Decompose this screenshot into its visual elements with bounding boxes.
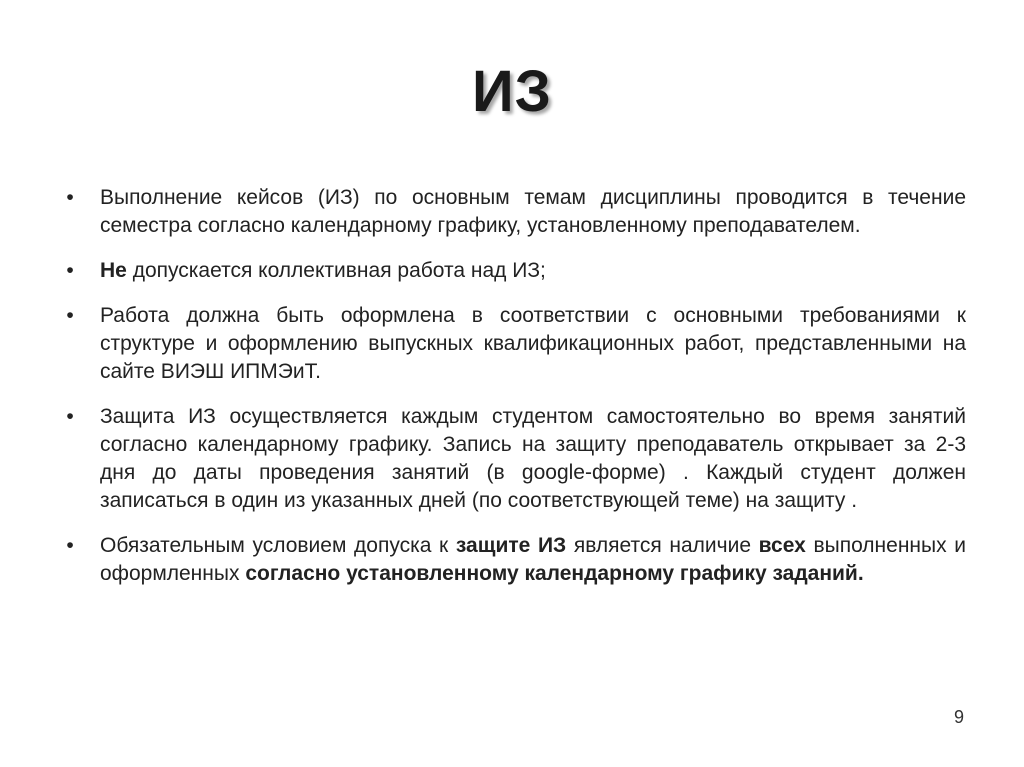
bullet-text: Работа должна быть оформлена в соответствии с основными требованиями к структуре и оформлению выпускных квалификационных работ, представленными на сайте ВИЭШ ИПМЭиТ. [100, 304, 966, 383]
bullet-item [58, 184, 966, 240]
bullet-segment-bold: всех [758, 534, 806, 557]
bullet-dot-icon: • [66, 534, 74, 557]
slide-title: ИЗ [471, 59, 553, 124]
bullet-dot-icon: • [66, 304, 74, 327]
bullet-item [58, 403, 966, 515]
bullet-bold-prefix: Не [100, 259, 127, 282]
page-number: 9 [953, 707, 964, 727]
bullet-segment-bold: защите ИЗ [455, 534, 567, 557]
bullet-dot-icon: • [66, 405, 74, 428]
bullet-segment: выполненных и оформленных [100, 534, 966, 585]
bullet-text: Защита ИЗ осуществляется каждым студентом самостоятельно во время занятий согласно календарному графику. Запись на защиту преподаватель открывает за 2-3 дня до даты проведения занятий (в google-форме) . Каждый студент должен записаться в один из указанных дней (по соответствующей теме) на защиту . [100, 405, 966, 512]
bullet-item [58, 532, 966, 588]
bullet-segment: является наличие [566, 534, 759, 557]
bullet-segment-bold: согласно установленному календарному графику заданий. [245, 562, 864, 585]
bullet-segment: Обязательным условием допуска к [100, 534, 456, 557]
bullet-text: допускается коллективная работа над ИЗ; [126, 259, 546, 282]
bullet-item [58, 257, 966, 285]
bullet-text: Выполнение кейсов (ИЗ) по основным темам дисциплины проводится в течение семестра согласно календарному графику, установленному преподавателем. [100, 186, 966, 237]
bullet-list [58, 184, 966, 605]
bullet-item [58, 302, 966, 386]
bullet-dot-icon: • [66, 259, 74, 282]
bullet-dot-icon: • [66, 186, 74, 209]
